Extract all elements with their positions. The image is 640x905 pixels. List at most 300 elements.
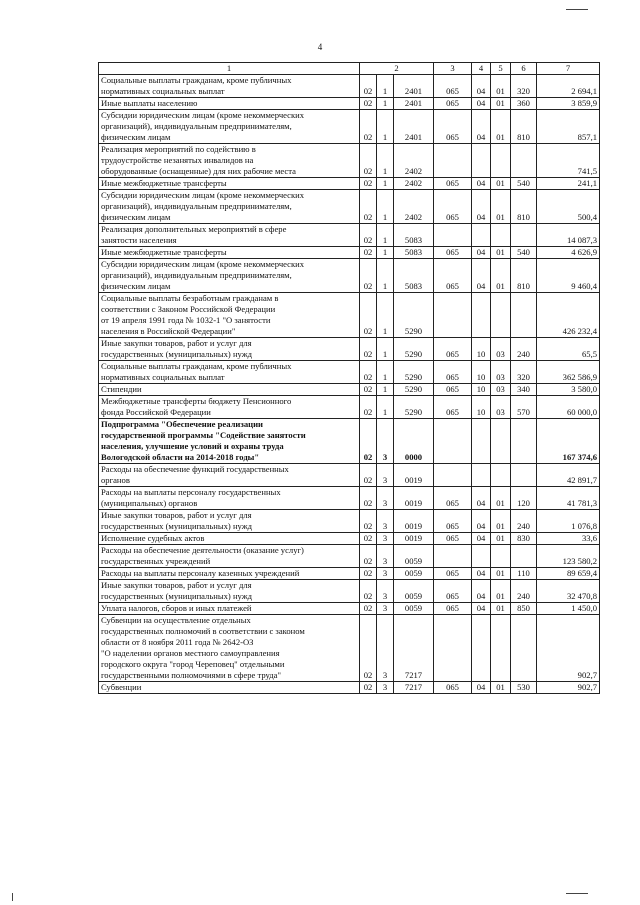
cell-code-subsection: 01 [491, 580, 511, 603]
cell-code-grbs [434, 464, 472, 487]
cell-code-subsection: 01 [491, 98, 511, 110]
cell-code-expense-type: 120 [511, 487, 537, 510]
cell-name-line: нормативных социальных выплат [101, 372, 225, 382]
cell-code-expense-type: 540 [511, 178, 537, 190]
cell-code-grbs: 065 [434, 384, 472, 396]
cell-code-program: 02 [360, 464, 377, 487]
header-col-2: 2 [360, 63, 434, 75]
header-col-1: 1 [99, 63, 360, 75]
cell-name [99, 603, 360, 615]
cell-code-section [472, 545, 491, 568]
cell-code-program: 02 [360, 615, 377, 682]
cell-code-grbs: 065 [434, 259, 472, 293]
cell-amount: 3 580,0 [537, 384, 600, 396]
cell-amount: 3 859,9 [537, 98, 600, 110]
cell-code-program: 02 [360, 98, 377, 110]
cell-code-subprogram: 1 [377, 110, 394, 144]
cell-code-subprogram: 1 [377, 338, 394, 361]
cell-code-section: 04 [472, 568, 491, 580]
cell-amount: 33,6 [537, 533, 600, 545]
cell-code-program: 02 [360, 178, 377, 190]
table-row [99, 338, 600, 361]
cell-code-direction: 5290 [394, 338, 434, 361]
cell-code-program: 02 [360, 419, 377, 464]
cell-name [99, 247, 360, 259]
cell-code-section: 04 [472, 98, 491, 110]
cell-code-section: 04 [472, 487, 491, 510]
cell-name [99, 361, 360, 384]
cell-code-subprogram: 1 [377, 384, 394, 396]
cell-name-line: физическим лицам [101, 281, 171, 291]
cell-code-subsection: 01 [491, 178, 511, 190]
cell-code-subprogram: 1 [377, 144, 394, 178]
cell-code-grbs: 065 [434, 98, 472, 110]
cell-name-line: трудоустройстве незанятых инвалидов на [101, 155, 254, 165]
cell-code-subprogram: 1 [377, 396, 394, 419]
cell-code-program: 02 [360, 144, 377, 178]
cell-name [99, 419, 360, 464]
cell-code-program: 02 [360, 190, 377, 224]
cell-name-line: населения в Российской Федерации" [101, 326, 236, 336]
cell-code-program: 02 [360, 293, 377, 338]
cell-code-subprogram: 3 [377, 533, 394, 545]
header-col-3: 3 [434, 63, 472, 75]
cell-name [99, 396, 360, 419]
cell-name-line: государственных учреждений [101, 556, 211, 566]
cell-code-section: 10 [472, 396, 491, 419]
cell-code-grbs [434, 144, 472, 178]
cell-code-program: 02 [360, 682, 377, 694]
cell-code-grbs: 065 [434, 580, 472, 603]
cell-code-subsection [491, 144, 511, 178]
cell-code-direction: 0019 [394, 510, 434, 533]
cell-name [99, 615, 360, 682]
cell-code-expense-type: 110 [511, 568, 537, 580]
cell-code-grbs: 065 [434, 178, 472, 190]
cell-code-expense-type: 570 [511, 396, 537, 419]
cell-code-subprogram: 3 [377, 682, 394, 694]
cell-name-line: Субвенции [101, 682, 142, 692]
cell-name-line: Расходы на выплаты персоналу государственных [101, 487, 281, 497]
cell-code-direction: 5083 [394, 247, 434, 259]
cell-name [99, 178, 360, 190]
cell-name-line: Субсидии юридическим лицам (кроме некоммерческих [101, 110, 305, 120]
cell-amount: 1 450,0 [537, 603, 600, 615]
cell-code-subprogram: 1 [377, 224, 394, 247]
cell-name-line: Реализация мероприятий по содействию в [101, 144, 256, 154]
cell-code-direction: 0019 [394, 533, 434, 545]
cell-code-direction: 0059 [394, 580, 434, 603]
cell-code-subprogram: 3 [377, 603, 394, 615]
cell-code-expense-type [511, 464, 537, 487]
table-row [99, 247, 600, 259]
header-col-5: 5 [491, 63, 511, 75]
cell-code-direction: 5290 [394, 396, 434, 419]
cell-name [99, 384, 360, 396]
cell-code-section [472, 144, 491, 178]
cell-code-direction: 0059 [394, 603, 434, 615]
cell-amount: 857,1 [537, 110, 600, 144]
table-row [99, 144, 600, 178]
table-row [99, 75, 600, 98]
cell-code-subsection: 03 [491, 384, 511, 396]
cell-code-subprogram: 1 [377, 75, 394, 98]
cell-amount: 362 586,9 [537, 361, 600, 384]
corner-mark-bottom [566, 893, 588, 894]
table-row [99, 259, 600, 293]
cell-code-direction: 2401 [394, 110, 434, 144]
cell-name-line: Подпрограмма "Обеспечение реализации [101, 419, 263, 429]
cell-code-expense-type: 810 [511, 190, 537, 224]
cell-code-subsection [491, 545, 511, 568]
cell-amount: 167 374,6 [537, 419, 600, 464]
cell-code-program: 02 [360, 110, 377, 144]
cell-code-expense-type: 320 [511, 75, 537, 98]
cell-code-grbs: 065 [434, 110, 472, 144]
header-col-6: 6 [511, 63, 537, 75]
cell-code-section [472, 615, 491, 682]
cell-code-grbs: 065 [434, 75, 472, 98]
cell-code-subprogram: 3 [377, 580, 394, 603]
cell-code-direction: 0059 [394, 545, 434, 568]
cell-code-section: 04 [472, 75, 491, 98]
cell-code-direction: 2401 [394, 98, 434, 110]
cell-code-direction: 0019 [394, 487, 434, 510]
cell-name-line: Субвенции на осуществление отдельных [101, 615, 251, 625]
cell-amount: 500,4 [537, 190, 600, 224]
cell-name-line: области от 8 ноября 2011 года № 2642-ОЗ [101, 637, 254, 647]
cell-amount: 60 000,0 [537, 396, 600, 419]
table-row [99, 361, 600, 384]
cell-code-direction: 5290 [394, 361, 434, 384]
table-row [99, 98, 600, 110]
cell-name-line: государственных полномочий в соответствии с законом [101, 626, 305, 636]
cell-code-section [472, 224, 491, 247]
cell-code-program: 02 [360, 338, 377, 361]
cell-code-subprogram: 1 [377, 259, 394, 293]
cell-code-section: 04 [472, 580, 491, 603]
cell-code-subprogram: 3 [377, 568, 394, 580]
cell-code-expense-type [511, 224, 537, 247]
cell-code-section: 04 [472, 178, 491, 190]
cell-code-subsection: 01 [491, 110, 511, 144]
cell-code-expense-type: 240 [511, 580, 537, 603]
cell-name [99, 110, 360, 144]
cell-code-direction: 2402 [394, 178, 434, 190]
table-body [99, 75, 600, 694]
cell-name-line: нормативных социальных выплат [101, 86, 225, 96]
cell-amount: 65,5 [537, 338, 600, 361]
cell-name-line: Субсидии юридическим лицам (кроме некоммерческих [101, 190, 305, 200]
table-row [99, 384, 600, 396]
cell-code-program: 02 [360, 259, 377, 293]
cell-code-direction: 0059 [394, 568, 434, 580]
cell-name [99, 487, 360, 510]
cell-code-subsection: 01 [491, 568, 511, 580]
cell-code-grbs: 065 [434, 396, 472, 419]
cell-name-line: Реализация дополнительных мероприятий в сфере [101, 224, 287, 234]
cell-name-line: занятости населения [101, 235, 177, 245]
cell-name [99, 144, 360, 178]
cell-code-subsection: 01 [491, 259, 511, 293]
cell-code-expense-type: 240 [511, 510, 537, 533]
cell-amount: 902,7 [537, 615, 600, 682]
cell-name [99, 98, 360, 110]
table-row [99, 603, 600, 615]
cell-name-line: оборудованные (оснащенные) для них рабочие места [101, 166, 296, 176]
cell-amount: 9 460,4 [537, 259, 600, 293]
cell-amount: 241,1 [537, 178, 600, 190]
cell-code-direction: 2401 [394, 75, 434, 98]
cell-code-program: 02 [360, 361, 377, 384]
cell-code-program: 02 [360, 603, 377, 615]
cell-code-direction: 2402 [394, 190, 434, 224]
cell-code-section: 04 [472, 247, 491, 259]
cell-code-expense-type: 320 [511, 361, 537, 384]
cell-amount: 426 232,4 [537, 293, 600, 338]
cell-code-expense-type [511, 144, 537, 178]
cell-code-subsection: 01 [491, 533, 511, 545]
cell-amount: 41 781,3 [537, 487, 600, 510]
cell-code-program: 02 [360, 533, 377, 545]
cell-code-program: 02 [360, 580, 377, 603]
cell-code-expense-type: 810 [511, 110, 537, 144]
cell-name [99, 224, 360, 247]
cell-name-line: Иные выплаты населению [101, 98, 198, 108]
table-row [99, 510, 600, 533]
cell-name [99, 259, 360, 293]
cell-code-subprogram: 3 [377, 464, 394, 487]
budget-table [98, 62, 600, 694]
cell-code-grbs: 065 [434, 510, 472, 533]
cell-code-expense-type [511, 293, 537, 338]
cell-name [99, 338, 360, 361]
cell-name-line: Расходы на выплаты персоналу казенных учреждений [101, 568, 300, 578]
cell-code-subsection [491, 224, 511, 247]
cell-code-section: 10 [472, 384, 491, 396]
cell-code-subsection: 03 [491, 361, 511, 384]
cell-code-subsection: 03 [491, 338, 511, 361]
table-row [99, 533, 600, 545]
cell-name [99, 533, 360, 545]
cell-name-line: государственных (муниципальных) нужд [101, 591, 253, 601]
cell-code-grbs [434, 224, 472, 247]
cell-name-line: государственными полномочиями в сфере труда" [101, 670, 281, 680]
cell-code-subsection [491, 615, 511, 682]
corner-mark-left [12, 893, 13, 901]
table-row [99, 190, 600, 224]
cell-code-section [472, 419, 491, 464]
cell-code-grbs: 065 [434, 338, 472, 361]
cell-code-expense-type: 340 [511, 384, 537, 396]
header-col-7: 7 [537, 63, 600, 75]
cell-name-line: Социальные выплаты гражданам, кроме публичных [101, 75, 292, 85]
cell-code-subsection [491, 293, 511, 338]
table-row [99, 419, 600, 464]
cell-code-subprogram: 1 [377, 361, 394, 384]
cell-code-grbs: 065 [434, 487, 472, 510]
cell-code-subsection: 01 [491, 247, 511, 259]
cell-code-expense-type: 240 [511, 338, 537, 361]
cell-code-subsection: 01 [491, 75, 511, 98]
cell-name-line: Социальные выплаты безработным гражданам в [101, 293, 279, 303]
cell-name-line: Стипендии [101, 384, 142, 394]
cell-name [99, 568, 360, 580]
table-row [99, 224, 600, 247]
cell-name [99, 510, 360, 533]
cell-code-section [472, 464, 491, 487]
cell-amount: 32 470,8 [537, 580, 600, 603]
cell-code-section: 04 [472, 110, 491, 144]
cell-code-expense-type [511, 419, 537, 464]
cell-amount: 123 580,2 [537, 545, 600, 568]
cell-name [99, 682, 360, 694]
cell-name [99, 545, 360, 568]
table-row [99, 178, 600, 190]
cell-name-line: Субсидии юридическим лицам (кроме некоммерческих [101, 259, 305, 269]
cell-name-line: Уплата налогов, сборов и иных платежей [101, 603, 252, 613]
table-row [99, 110, 600, 144]
cell-code-section [472, 293, 491, 338]
table-row [99, 580, 600, 603]
table-row [99, 464, 600, 487]
cell-name-line: Расходы на обеспечение деятельности (оказание услуг) [101, 545, 304, 555]
cell-name-line: государственных (муниципальных) нужд [101, 521, 253, 531]
cell-name-line: фонда Российской Федерации [101, 407, 211, 417]
cell-code-grbs: 065 [434, 361, 472, 384]
table-row [99, 615, 600, 682]
cell-code-grbs [434, 615, 472, 682]
cell-name-line: Иные закупки товаров, работ и услуг для [101, 510, 252, 520]
cell-code-subprogram: 1 [377, 247, 394, 259]
cell-code-program: 02 [360, 545, 377, 568]
table-row [99, 682, 600, 694]
cell-code-direction: 0019 [394, 464, 434, 487]
cell-name [99, 464, 360, 487]
cell-code-grbs: 065 [434, 190, 472, 224]
table-row [99, 568, 600, 580]
cell-name-line: организаций), индивидуальным предпринимателям, [101, 121, 292, 131]
cell-name-line: государственных (муниципальных) нужд [101, 349, 253, 359]
cell-name-line: городского округа "город Череповец" отдельными [101, 659, 285, 669]
cell-code-subprogram: 1 [377, 190, 394, 224]
cell-code-subsection: 03 [491, 396, 511, 419]
cell-code-grbs: 065 [434, 568, 472, 580]
cell-code-expense-type: 540 [511, 247, 537, 259]
cell-code-section: 04 [472, 190, 491, 224]
cell-code-expense-type: 830 [511, 533, 537, 545]
cell-code-direction: 5083 [394, 224, 434, 247]
cell-name-line: государственной программы "Содействие занятости [101, 430, 306, 440]
cell-name-line: от 19 апреля 1991 года № 1032-1 "О занятости [101, 315, 271, 325]
cell-code-program: 02 [360, 568, 377, 580]
cell-code-subsection: 01 [491, 603, 511, 615]
cell-amount: 741,5 [537, 144, 600, 178]
cell-code-grbs: 065 [434, 533, 472, 545]
cell-code-subprogram: 1 [377, 293, 394, 338]
cell-code-subprogram: 1 [377, 98, 394, 110]
cell-name-line: (муниципальных) органов [101, 498, 198, 508]
cell-code-section: 04 [472, 682, 491, 694]
cell-name-line: организаций), индивидуальным предпринимателям, [101, 270, 292, 280]
cell-name-line: "О наделении органов местного самоуправления [101, 648, 280, 658]
cell-name-line: физическим лицам [101, 212, 171, 222]
cell-name-line: Социальные выплаты гражданам, кроме публичных [101, 361, 292, 371]
cell-code-grbs [434, 419, 472, 464]
corner-mark-top [566, 9, 588, 10]
page-number: 4 [317, 42, 323, 52]
table-header-row [99, 63, 600, 75]
cell-name-line: организаций), индивидуальным предпринимателям, [101, 201, 292, 211]
cell-code-section: 04 [472, 259, 491, 293]
cell-code-direction: 2402 [394, 144, 434, 178]
cell-code-program: 02 [360, 247, 377, 259]
cell-code-program: 02 [360, 75, 377, 98]
cell-name-line: населения, улучшение условий и охраны труда [101, 441, 284, 451]
cell-code-section: 04 [472, 603, 491, 615]
cell-code-subsection [491, 464, 511, 487]
cell-code-direction: 7217 [394, 615, 434, 682]
cell-name-line: Межбюджетные трансферты бюджету Пенсионного [101, 396, 292, 406]
cell-code-subsection: 01 [491, 682, 511, 694]
cell-code-subsection: 01 [491, 487, 511, 510]
cell-name-line: Иные межбюджетные трансферты [101, 247, 227, 257]
cell-code-program: 02 [360, 487, 377, 510]
cell-code-subsection [491, 419, 511, 464]
cell-code-direction: 0000 [394, 419, 434, 464]
table-row [99, 545, 600, 568]
cell-amount: 4 626,9 [537, 247, 600, 259]
cell-code-expense-type: 360 [511, 98, 537, 110]
cell-code-section: 04 [472, 510, 491, 533]
cell-code-grbs [434, 293, 472, 338]
cell-name [99, 75, 360, 98]
cell-code-grbs: 065 [434, 603, 472, 615]
cell-code-grbs: 065 [434, 682, 472, 694]
cell-code-section: 10 [472, 361, 491, 384]
cell-code-direction: 7217 [394, 682, 434, 694]
cell-code-program: 02 [360, 510, 377, 533]
cell-code-subprogram: 3 [377, 545, 394, 568]
cell-name-line: Иные межбюджетные трансферты [101, 178, 227, 188]
cell-code-direction: 5290 [394, 384, 434, 396]
cell-name-line: Иные закупки товаров, работ и услуг для [101, 580, 252, 590]
cell-name-line: Вологодской области на 2014-2018 годы" [101, 452, 260, 462]
cell-name-line: физическим лицам [101, 132, 171, 142]
table-row [99, 396, 600, 419]
cell-code-subprogram: 3 [377, 487, 394, 510]
header-col-4: 4 [472, 63, 491, 75]
cell-code-subprogram: 1 [377, 178, 394, 190]
cell-code-program: 02 [360, 224, 377, 247]
cell-code-subprogram: 3 [377, 615, 394, 682]
cell-code-expense-type [511, 615, 537, 682]
cell-name-line: Исполнение судебных актов [101, 533, 205, 543]
cell-name-line: органов [101, 475, 130, 485]
cell-code-program: 02 [360, 396, 377, 419]
cell-code-section: 04 [472, 533, 491, 545]
cell-name-line: Иные закупки товаров, работ и услуг для [101, 338, 252, 348]
table-row [99, 487, 600, 510]
cell-code-grbs: 065 [434, 247, 472, 259]
cell-name [99, 293, 360, 338]
cell-name [99, 190, 360, 224]
table-row [99, 293, 600, 338]
cell-code-subsection: 01 [491, 510, 511, 533]
cell-code-grbs [434, 545, 472, 568]
cell-code-program: 02 [360, 384, 377, 396]
cell-name-line: соответствии с Законом Российской Федерации [101, 304, 276, 314]
